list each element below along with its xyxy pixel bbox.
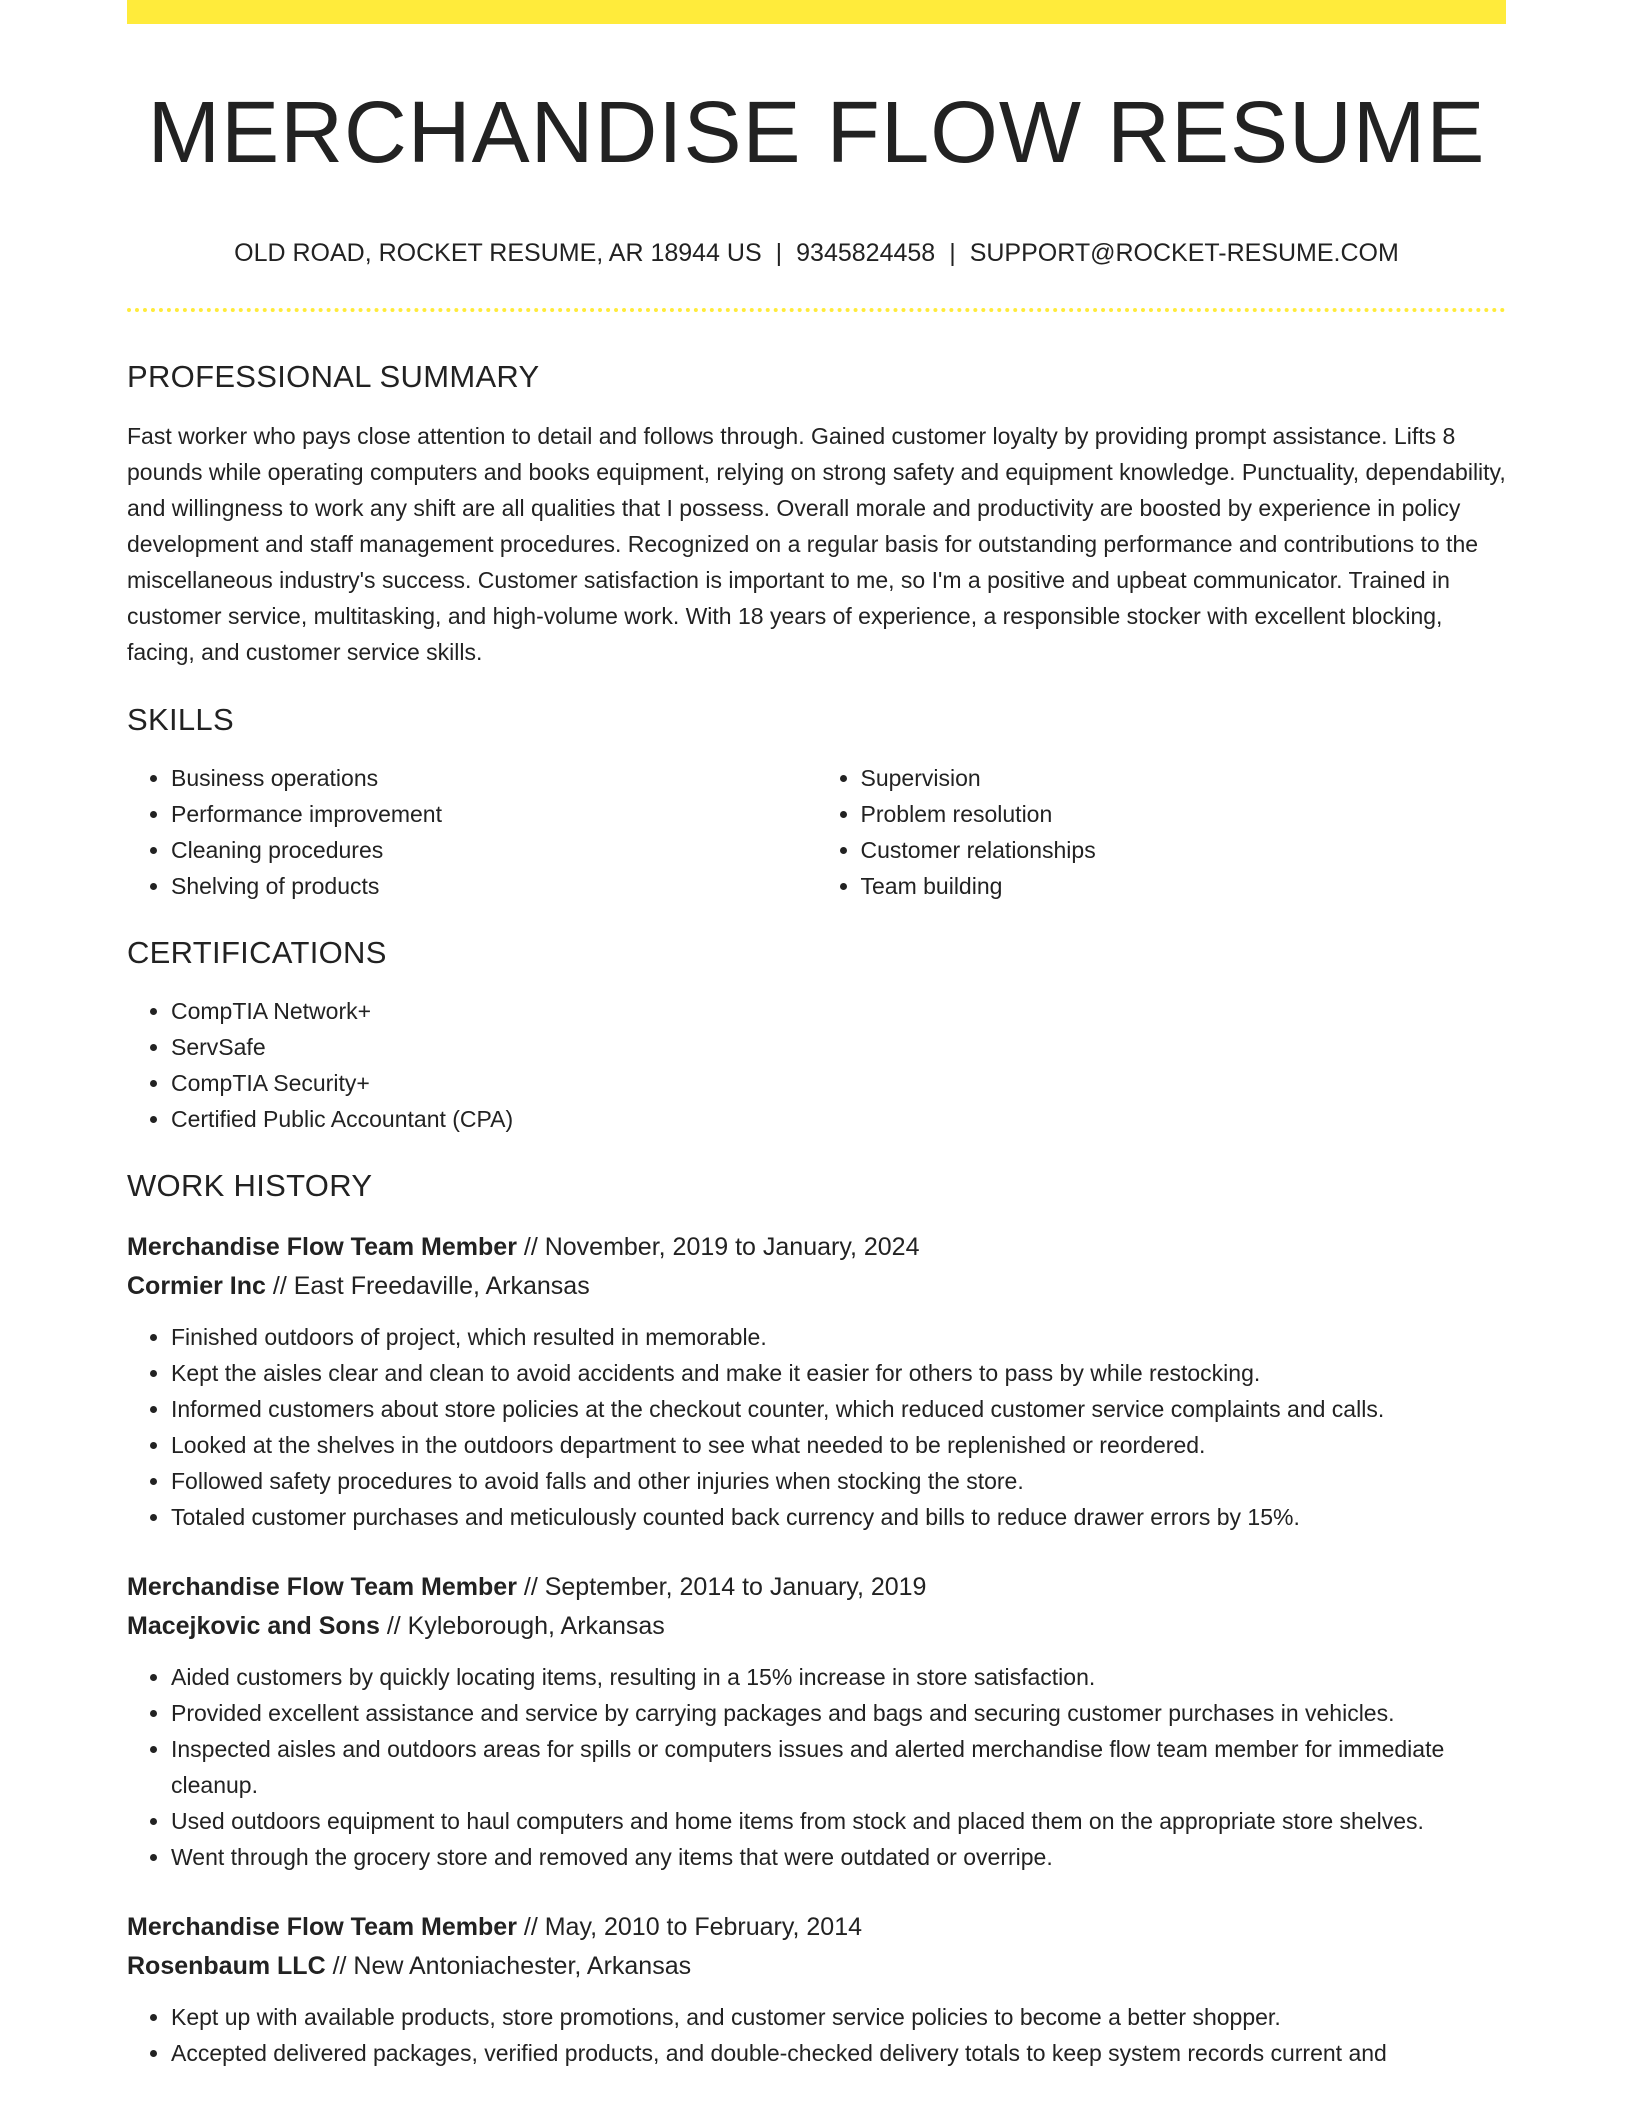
job-location: // Kyleborough, Arkansas — [386, 1612, 665, 1641]
skills-column-left — [127, 760, 817, 904]
job-bullet: • Provided excellent assistance and service by carrying packages and bags and securing customer purchases in vehicles. — [171, 1695, 1506, 1731]
job-bullet: • Followed safety procedures to avoid falls and other injuries when stocking the store. — [171, 1463, 1506, 1499]
job-company: Cormier Inc — [127, 1272, 266, 1301]
job-role-line — [127, 1568, 1506, 1607]
job-bullet: • Finished outdoors of project, which resulted in memorable. — [171, 1319, 1506, 1355]
certification-item: • CompTIA Network+ — [171, 993, 1506, 1029]
certification-item: • ServSafe — [171, 1029, 1506, 1065]
job-role: Merchandise Flow Team Member — [127, 1573, 517, 1602]
job-role: Merchandise Flow Team Member — [127, 1233, 517, 1262]
job-entry — [127, 1908, 1506, 2071]
skill-item: • Supervision — [861, 760, 1507, 796]
certification-item: • Certified Public Accountant (CPA) — [171, 1101, 1506, 1137]
job-dates: // November, 2019 to January, 2024 — [523, 1233, 920, 1262]
job-location: // East Freedaville, Arkansas — [272, 1272, 590, 1301]
skills-column-right — [817, 760, 1507, 904]
resume-page — [127, 0, 1506, 2071]
job-role-line — [127, 1908, 1506, 1947]
certifications-list — [127, 993, 1506, 1137]
job-company-line — [127, 1947, 1506, 1986]
job-dates: // May, 2010 to February, 2014 — [523, 1913, 863, 1942]
skills-list — [127, 760, 1506, 904]
summary-heading: PROFESSIONAL SUMMARY — [127, 359, 540, 395]
job-company: Macejkovic and Sons — [127, 1612, 380, 1641]
job-bullet: • Kept the aisles clear and clean to avoid accidents and make it easier for others to pass by while restocking. — [171, 1355, 1506, 1391]
skill-item: • Cleaning procedures — [171, 832, 817, 868]
skill-item: • Team building — [861, 868, 1507, 904]
job-bullet: • Informed customers about store policies at the checkout counter, which reduced customer service complaints and calls. — [171, 1391, 1506, 1427]
skills-heading: SKILLS — [127, 701, 234, 737]
summary-text: Fast worker who pays close attention to detail and follows through. Gained customer loyalty by providing prompt assistance. Lifts 8 pounds while operating computers and books equipment, relying on strong safety and equipment knowledge. Punctuality, dependability, and willingness to work any shift are all qualities that I possess. Overall morale and productivity are boosted by experience in policy development and staff management procedures. Recognized on a regular basis for outstanding performance and contributions to the miscellaneous industry's success. Customer satisfaction is important to me, so I'm a positive and upbeat communicator. Trained in customer service, multitasking, and high-volume work. With 18 years of experience, a responsible stocker with excellent blocking, facing, and customer service skills. — [127, 422, 1506, 665]
job-company-line — [127, 1607, 1506, 1646]
job-bullet: • Kept up with available products, store promotions, and customer service policies to become a better shopper. — [171, 1999, 1506, 2035]
contact-email: SUPPORT@ROCKET-RESUME.COM — [969, 239, 1399, 268]
skill-item: • Customer relationships — [861, 832, 1507, 868]
job-bullet: • Accepted delivered packages, verified products, and double-checked delivery totals to keep system records current and — [171, 2035, 1506, 2071]
contact-line — [127, 238, 1506, 268]
certifications-heading: CERTIFICATIONS — [127, 934, 387, 970]
work-history-heading: WORK HISTORY — [127, 1167, 373, 1203]
job-bullet: • Aided customers by quickly locating items, resulting in a 15% increase in store satisfaction. — [171, 1659, 1506, 1695]
job-bullet: • Used outdoors equipment to haul computers and home items from stock and placed them on the appropriate store shelves. — [171, 1803, 1506, 1839]
job-bullets — [127, 1319, 1506, 1535]
job-dates: // September, 2014 to January, 2019 — [523, 1573, 927, 1602]
job-bullet: • Totaled customer purchases and meticulously counted back currency and bills to reduce drawer errors by 15%. — [171, 1499, 1506, 1535]
job-entry — [127, 1568, 1506, 1875]
contact-separator: | — [775, 239, 783, 268]
job-company-line — [127, 1267, 1506, 1306]
job-entry — [127, 1228, 1506, 1535]
contact-separator: | — [949, 239, 956, 268]
accent-bar — [127, 0, 1506, 24]
job-bullets — [127, 1999, 1506, 2071]
job-bullets — [127, 1659, 1506, 1875]
job-bullet: • Went through the grocery store and removed any items that were outdated or overripe. — [171, 1839, 1506, 1875]
job-bullet: • Inspected aisles and outdoors areas for spills or computers issues and alerted merchandise flow team member for immediate cleanup. — [171, 1731, 1506, 1803]
job-location: // New Antoniachester, Arkansas — [332, 1952, 692, 1981]
skill-item: • Business operations — [171, 760, 817, 796]
dotted-divider — [127, 308, 1506, 312]
skill-item: • Shelving of products — [171, 868, 817, 904]
skill-item: • Performance improvement — [171, 796, 817, 832]
skill-item: • Problem resolution — [861, 796, 1507, 832]
job-bullet: • Looked at the shelves in the outdoors department to see what needed to be replenished or reordered. — [171, 1427, 1506, 1463]
contact-phone: 9345824458 — [796, 239, 936, 268]
job-company: Rosenbaum LLC — [127, 1952, 326, 1981]
contact-address: OLD ROAD, ROCKET RESUME, AR 18944 US — [234, 239, 762, 268]
job-role: Merchandise Flow Team Member — [127, 1913, 517, 1942]
resume-title: MERCHANDISE FLOW RESUME — [147, 84, 1486, 181]
job-role-line — [127, 1228, 1506, 1267]
certification-item: • CompTIA Security+ — [171, 1065, 1506, 1101]
